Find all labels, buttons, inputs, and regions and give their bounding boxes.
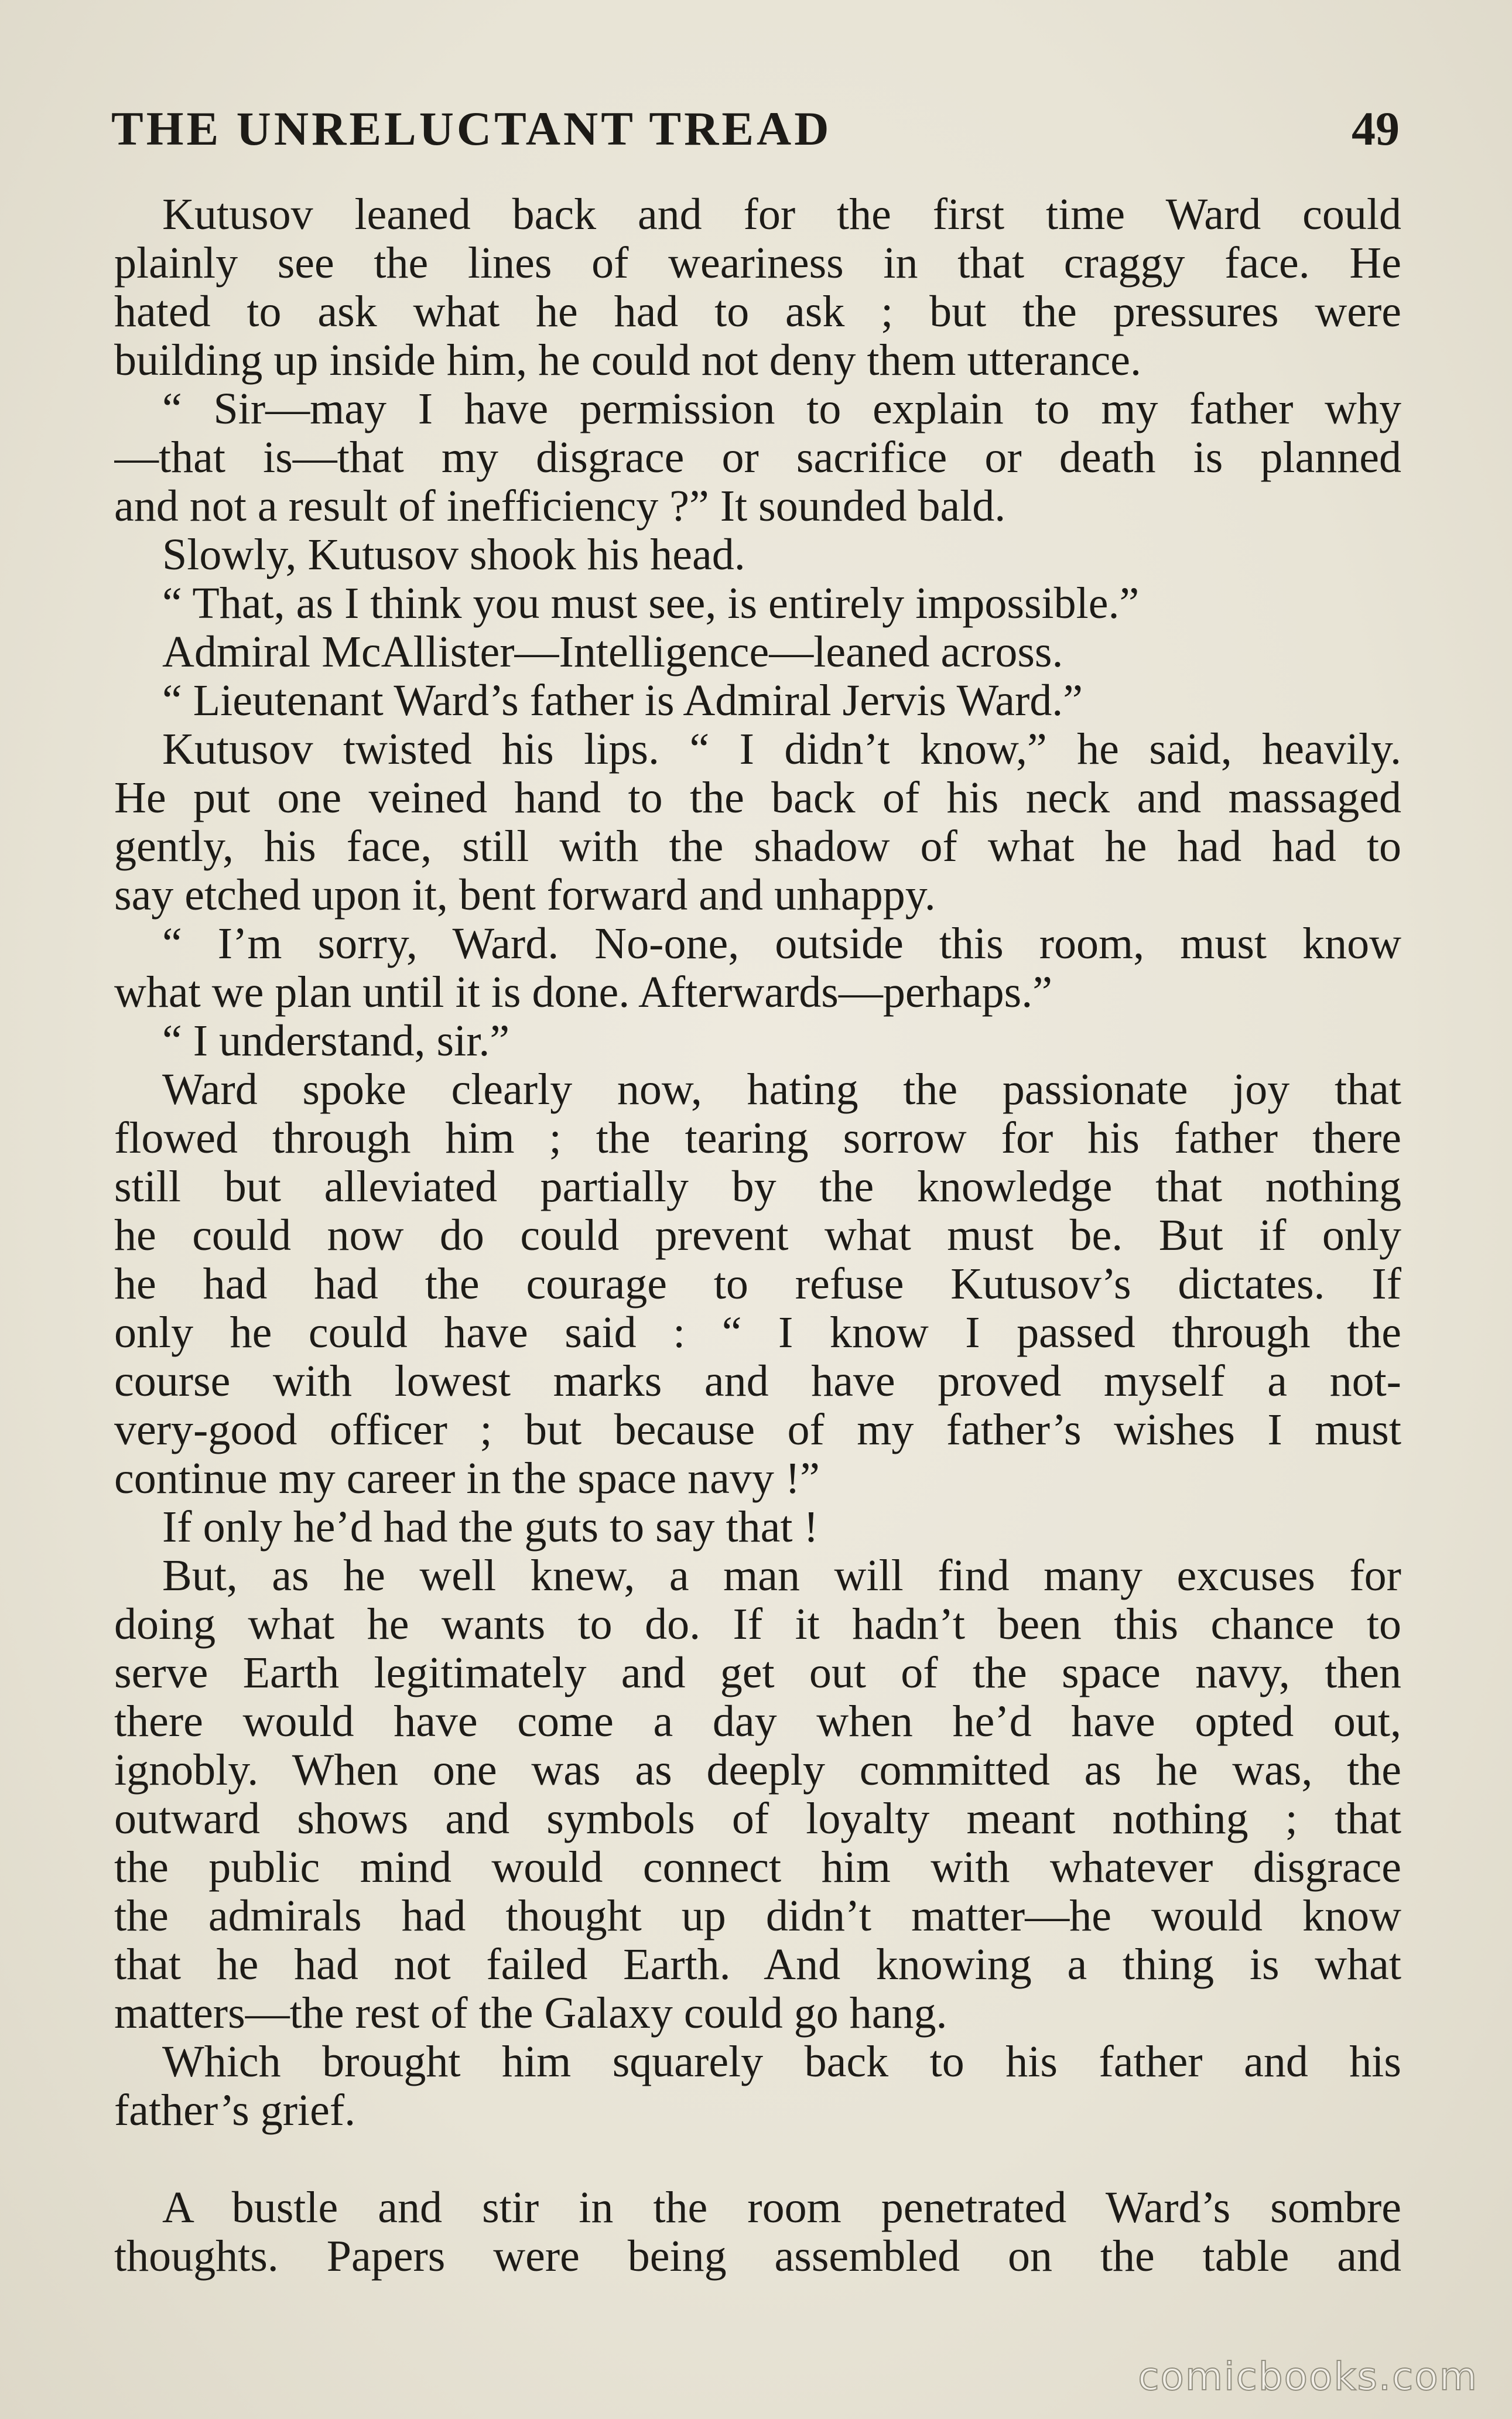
text-line: “ I understand, sir.”: [162, 1017, 510, 1065]
text-line: outward shows and symbols of loyalty meant nothing ; that: [114, 1795, 1401, 1843]
text-line: If only he’d had the guts to say that !: [162, 1503, 819, 1552]
text-line: But, as he well knew, a man will find many excuses for: [162, 1552, 1401, 1600]
text-line: thoughts. Papers were being assembled on the table and: [114, 2232, 1401, 2281]
text-line: and not a result of inefficiency ?” It sounded bald.: [114, 482, 1006, 531]
text-line: continue my career in the space navy !”: [114, 1454, 820, 1503]
text-line: He put one veined hand to the back of his neck and massaged: [114, 774, 1401, 822]
text-line: Admiral McAllister—Intelligence—leaned across.: [162, 628, 1063, 676]
text-line: —that is—that my disgrace or sacrifice or death is planned: [114, 433, 1401, 482]
text-line: there would have come a day when he’d have opted out,: [114, 1697, 1401, 1746]
watermark: comicbooks.com: [1138, 2354, 1478, 2399]
page-number: 49: [1352, 102, 1400, 155]
text-line: what we plan until it is done. Afterwards—perhaps.”: [114, 968, 1052, 1017]
text-line: Ward spoke clearly now, hating the passionate joy that: [162, 1065, 1401, 1114]
text-line: hated to ask what he had to ask ; but the pressures were: [114, 288, 1401, 336]
text-line: father’s grief.: [114, 2086, 356, 2135]
text-line: “ Lieutenant Ward’s father is Admiral Jervis Ward.”: [162, 676, 1083, 725]
text-line: A bustle and stir in the room penetrated Ward’s sombre: [162, 2184, 1401, 2232]
text-line: matters—the rest of the Galaxy could go hang.: [114, 1989, 947, 2038]
text-line: ignobly. When one was as deeply committed as he was, the: [114, 1746, 1401, 1795]
text-line: Slowly, Kutusov shook his head.: [162, 531, 745, 579]
text-line: Kutusov twisted his lips. “ I didn’t know,” he said, heavily.: [162, 725, 1401, 774]
text-line: doing what he wants to do. If it hadn’t been this chance to: [114, 1600, 1401, 1649]
text-line: gently, his face, still with the shadow of what he had had to: [114, 822, 1401, 871]
text-line: building up inside him, he could not deny them utterance.: [114, 336, 1141, 385]
text-line: “ Sir—may I have permission to explain to my father why: [162, 385, 1401, 433]
text-line: he had had the courage to refuse Kutusov’s dictates. If: [114, 1260, 1401, 1308]
text-line: “ I’m sorry, Ward. No-one, outside this room, must know: [162, 920, 1401, 968]
text-line: only he could have said : “ I know I passed through the: [114, 1308, 1401, 1357]
text-line: the admirals had thought up didn’t matter—he would know: [114, 1892, 1401, 1940]
text-line: the public mind would connect him with whatever disgrace: [114, 1843, 1401, 1892]
text-line: that he had not failed Earth. And knowing a thing is what: [114, 1940, 1401, 1989]
text-line: “ That, as I think you must see, is entirely impossible.”: [162, 579, 1140, 628]
body-text: [114, 190, 1401, 2281]
text-line: still but alleviated partially by the knowledge that nothing: [114, 1163, 1401, 1211]
text-line: say etched upon it, bent forward and unhappy.: [114, 871, 936, 920]
text-line: serve Earth legitimately and get out of the space navy, then: [114, 1649, 1401, 1697]
running-head: [111, 94, 1400, 164]
text-line: Which brought him squarely back to his father and his: [162, 2038, 1401, 2086]
text-line: very-good officer ; but because of my father’s wishes I must: [114, 1406, 1401, 1454]
text-line: Kutusov leaned back and for the first time Ward could: [162, 190, 1401, 239]
text-line: flowed through him ; the tearing sorrow for his father there: [114, 1114, 1401, 1163]
running-title: THE UNRELUCTANT TREAD: [111, 102, 832, 155]
text-line: course with lowest marks and have proved myself a not-: [114, 1357, 1401, 1406]
text-line: plainly see the lines of weariness in that craggy face. He: [114, 239, 1401, 288]
text-line: he could now do could prevent what must be. But if only: [114, 1211, 1401, 1260]
